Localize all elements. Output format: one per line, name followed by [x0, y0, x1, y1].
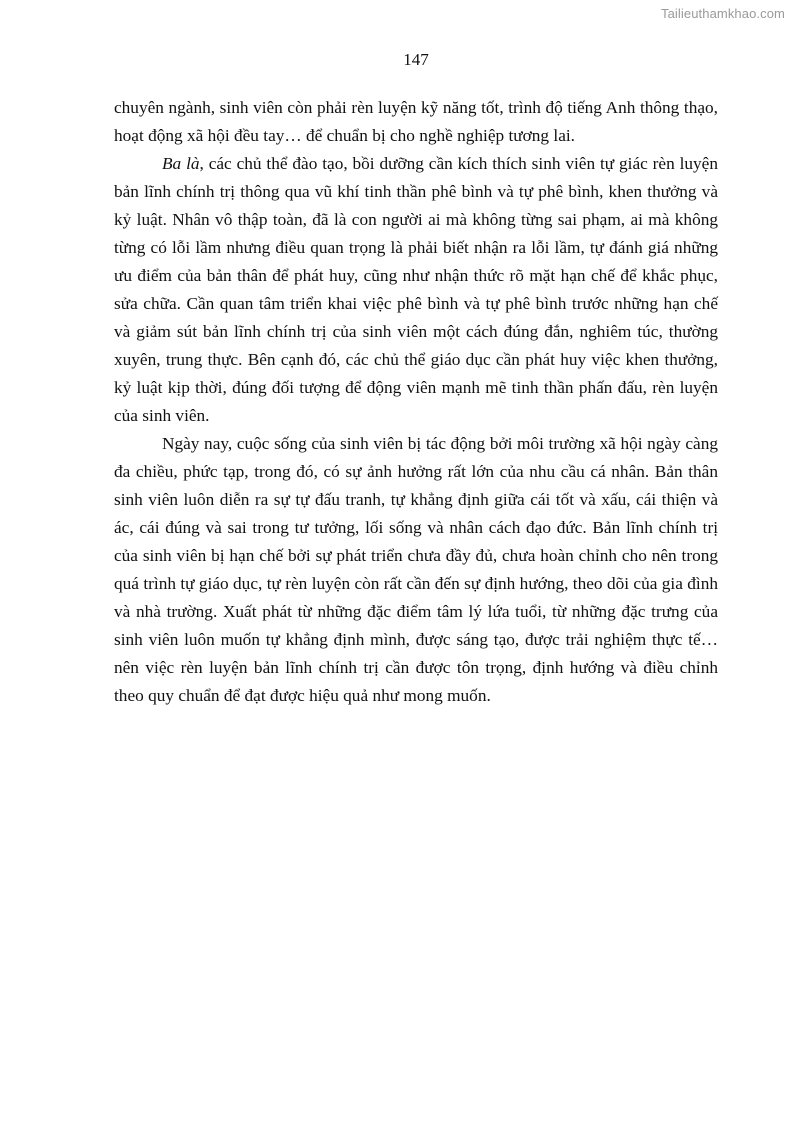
document-body	[114, 94, 718, 710]
page-number: 147	[403, 50, 429, 69]
paragraph-2-text: , các chủ thể đào tạo, bồi dưỡng cần kích thích sinh viên tự giác rèn luyện bản lĩnh chính trị thông qua vũ khí tinh thần phê bình và tự phê bình, khen thưởng và kỷ luật. Nhân vô thập toàn, đã là con người ai mà không từng sai phạm, ai mà không từng có lỗi lầm nhưng điều quan trọng là phải biết nhận ra lỗi lầm, tự đánh giá những ưu điểm của bản thân để phát huy, cũng như nhận thức rõ mặt hạn chế để khắc phục, sửa chữa. Cần quan tâm triển khai việc phê bình và tự phê bình trước những hạn chế và giảm sút bản lĩnh chính trị của sinh viên một cách đúng đắn, nghiêm túc, thường xuyên, trung thực. Bên cạnh đó, các chủ thể giáo dục cần phát huy việc khen thưởng, kỷ luật kịp thời, đúng đối tượng để động viên mạnh mẽ tinh thần phấn đấu, rèn luyện của sinh viên.	[114, 154, 718, 425]
paragraph-ngay-nay	[114, 430, 718, 710]
paragraph-ba-la	[114, 150, 718, 430]
paragraph-3-text: Ngày nay, cuộc sống của sinh viên bị tác động bởi môi trường xã hội ngày càng đa chiều, phức tạp, trong đó, có sự ảnh hưởng rất lớn của nhu cầu cá nhân. Bản thân sinh viên luôn diễn ra sự tự đấu tranh, tự khẳng định giữa cái tốt và xấu, cái thiện và ác, cái đúng và sai trong tư tưởng, lối sống và nhân cách đạo đức. Bản lĩnh chính trị của sinh viên bị hạn chế bởi sự phát triển chưa đầy đủ, chưa hoàn chỉnh cho nên trong quá trình tự giáo dục, tự rèn luyện còn rất cần đến sự định hướng, theo dõi của gia đình và nhà trường. Xuất phát từ những đặc điểm tâm lý lứa tuổi, từ những đặc trưng của sinh viên luôn muốn tự khẳng định mình, được sáng tạo, được trải nghiệm thực tế… nên việc rèn luyện bản lĩnh chính trị cần được tôn trọng, định hướng và điều chỉnh theo quy chuẩn để đạt được hiệu quả như mong muốn.	[114, 434, 718, 705]
paragraph-1-text: chuyên ngành, sinh viên còn phải rèn luyện kỹ năng tốt, trình độ tiếng Anh thông thạo, hoạt động xã hội đều tay… để chuẩn bị cho nghề nghiệp tương lai.	[114, 98, 718, 145]
paragraph-continuation	[114, 94, 718, 150]
watermark-text: Tailieuthamkhao.com	[660, 6, 785, 21]
paragraph-2-lead: Ba là	[162, 154, 200, 173]
